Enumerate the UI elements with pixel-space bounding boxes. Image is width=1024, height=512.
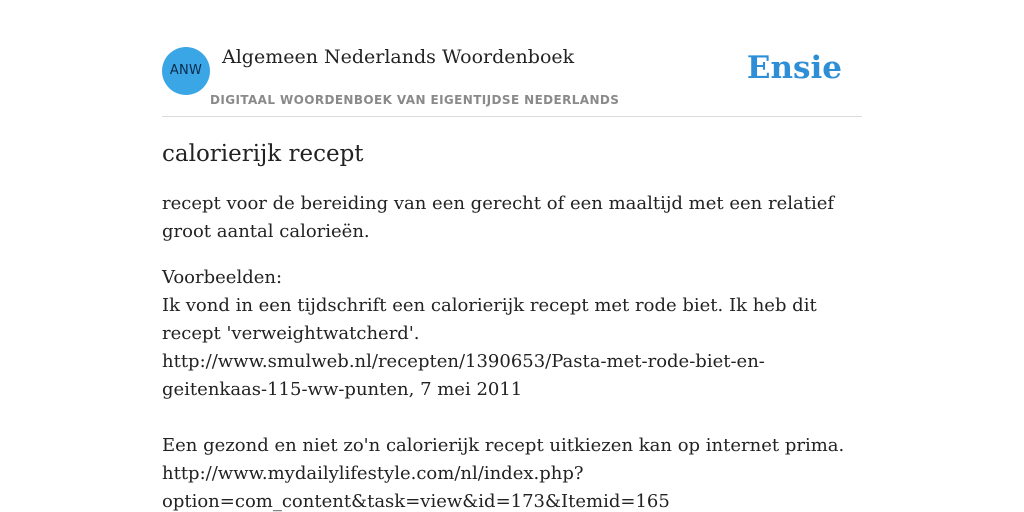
- entry-content: [162, 138, 862, 512]
- page-title: calorierijk recept: [162, 141, 364, 167]
- site-title[interactable]: Algemeen Nederlands Woordenboek: [222, 46, 575, 68]
- example-item: [162, 432, 862, 512]
- example-source: http://www.mydailylifestyle.com/nl/index.php?option=com_content&task=view&id=173&Itemid=165: [162, 463, 670, 512]
- example-text: Ik vond in een tijdschrift een calorierijk recept met rode biet. Ik heb dit recept 'verweightwatcherd'.: [162, 295, 817, 344]
- definition-text: recept voor de bereiding van een gerecht of een maaltijd met een relatief groot aantal calorieën.: [162, 193, 835, 242]
- examples-label: Voorbeelden:: [162, 267, 283, 288]
- anw-logo[interactable]: ANW: [162, 47, 210, 95]
- site-subtitle: DIGITAAL WOORDENBOEK VAN EIGENTIJDSE NEDERLANDS: [210, 93, 620, 107]
- ensie-brand-link[interactable]: Ensie: [746, 50, 842, 86]
- site-header: [162, 40, 862, 117]
- example-text: Een gezond en niet zo'n calorierijk recept uitkiezen kan op internet prima.: [162, 435, 845, 456]
- example-source: http://www.smulweb.nl/recepten/1390653/Pasta-met-rode-biet-en-geitenkaas-115-ww-punten, 7 mei 2011: [162, 351, 765, 400]
- example-item: [162, 292, 862, 404]
- examples-section: [162, 264, 862, 512]
